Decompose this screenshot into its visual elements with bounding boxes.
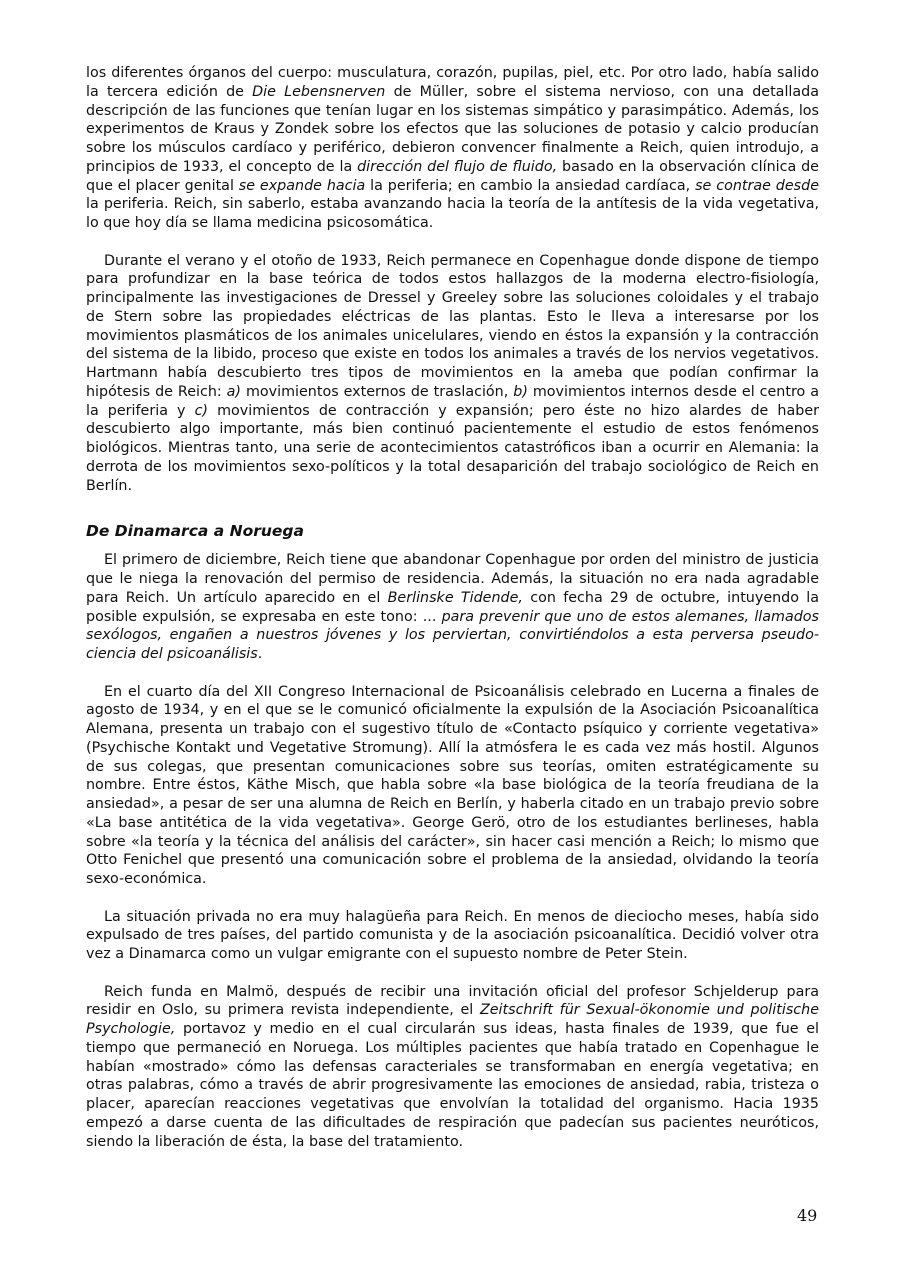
- paragraph-2: [86, 252, 819, 496]
- paragraph-3: [86, 551, 819, 664]
- text-run: basado en la observación clínica de que el placer genital: [86, 158, 819, 194]
- text-run: movimientos internos desde el centro a la periferia y: [86, 383, 819, 419]
- text-run: La situación privada no era muy halagüeña para Reich. En menos de dieciocho meses, había sido expulsado de tres países, del partido comunista y de la asociación psicoanalítica. Decidió volver otra vez a Dinamarca como un vulgar emigrante con el supuesto nombre de Peter Stein.: [86, 908, 819, 962]
- text-run: .: [257, 646, 263, 662]
- text-run: En el cuarto día del XII Congreso Internacional de Psicoanálisis celebrado en Lucerna a finales de agosto de 1934, y en el que se le comunicó oficialmente la expulsión de la Asociación Psicoanalítica Alemana, presenta un trabajo con el sugestivo título de «Contacto psíquico y corriente vegetativa» (Psychische Kontakt und Vegetative Stromung). Allí la atmósfera le es cada vez más hostil. Algunos de sus colegas, que presentan comunicaciones sobre sus teorías, omiten estratégicamente su nombre. Entre éstos, Käthe Misch, que habla sobre «la base biológica de la teoría freudiana de la ansiedad», a pesar de ser una alumna de Reich en Berlín, y haberla citado en un trabajo previo sobre «La base antitética de la vida vegetativa». George Gerö, otro de los estudiantes berlineses, habla sobre «la teoría y la técnica del análisis del carácter», sin hacer casi mención a Reich; lo mismo que Otto Fenichel que presentó una comunicación sobre el problema de la ansiedad, olvidando la teoría sexo-económica.: [86, 683, 819, 887]
- paragraph-4: [86, 683, 819, 889]
- text-run: portavoz y medio en el cual circularán sus ideas, hasta finales de 1939, que fue el tiempo que permaneció en Noruega. Los múltiples pacientes que había tratado en Copenhague le habían «mostrado» cómo las defensas caracteriales se transformaban en energía vegetativa; en otras palabras, cómo a través de abrir progresivamente las emociones de ansiedad, rabia, tristeza o placer, aparecían reacciones vegetativas que envolvían la totalidad del organismo. Hacia 1935 empezó a darse cuenta de las dificultades de respiración que padecían sus pacientes neuróticos, siendo la liberación de ésta, la base del tratamiento.: [86, 1021, 819, 1150]
- text-run: movimientos externos de traslación,: [241, 383, 514, 400]
- italic-text: se expande hacia: [238, 177, 366, 194]
- document-page: [86, 64, 819, 1170]
- text-run: los diferentes órganos del cuerpo: musculatura, corazón, pupilas, piel, etc. Por otro lado, había salido la tercera edición de: [86, 65, 819, 100]
- text-run: Reich funda en Malmö, después de recibir una invitación oficial del profesor Schjelderup para residir en Oslo, su primera revista independiente, el: [86, 983, 819, 1019]
- paragraph-5: [86, 908, 819, 964]
- text-run: El primero de diciembre, Reich tiene que abandonar Copenhague por orden del ministro de justicia que le niega la renovación del permiso de residencia. Además, la situación no era nada agradable para Reich. Un artículo aparecido en el: [86, 552, 819, 606]
- paragraph-6: [86, 983, 819, 1152]
- italic-text: c): [194, 402, 209, 419]
- section-heading: De Dinamarca a Noruega: [86, 522, 304, 541]
- italic-text: dirección del flujo de fluido,: [357, 158, 558, 175]
- italic-text: b): [513, 383, 528, 400]
- text-run: con fecha 29 de octubre, intuyendo la posible expulsión, se expresaba en este tono: ...: [86, 589, 820, 625]
- text-run: la periferia; en cambio la ansiedad cardíaca,: [365, 177, 696, 194]
- italic-text: a): [226, 383, 242, 400]
- text-run: la periferia. Reich, sin saberlo, estaba avanzando hacia la teoría de la antítesis de la vida vegetativa, lo que hoy día se llama medicina psicosomática.: [86, 196, 819, 231]
- page-number: 49: [797, 1206, 818, 1225]
- text-run: Durante el verano y el otoño de 1933, Reich permanece en Copenhague donde dispone de tiempo para profundizar en la base teórica de todos estos hallazgos de la moderna electro-fisiología, principalmente las investigaciones de Dressel y Greeley sobre las soluciones coloidales y el trabajo de Stern sobre las propiedades eléctricas de las plantas. Esto le lleva a interesarse por los movimientos plasmáticos de los animales unicelulares, viendo en éstos la expansión y la contracción del sistema de la libido, proceso que existe en todos los animales a través de los nervios vegetativos. Hartmann había descubierto tres tipos de movimientos en la ameba que podían confirmar la hipótesis de Reich:: [86, 252, 819, 400]
- italic-text: Berlinske Tidende,: [387, 589, 523, 606]
- paragraph-1: [86, 64, 819, 233]
- italic-text: para prevenir que uno de estos alemanes, llamados sexólogos, engañen a nuestros jóvenes y los perviertan, convirtiéndolos a esta perversa pseudo-ciencia del psicoanálisis: [86, 608, 819, 662]
- italic-text: se contrae desde: [695, 177, 819, 194]
- text-run: movimientos de contracción y expansión; pero éste no hizo alardes de haber descubierto algo importante, más bien continuó pacientemente el estudio de estos fenómenos biológicos. Mientras tanto, una serie de acontecimientos catastróficos iban a ocurrir en Alemania: la derrota de los movimientos sexo-políticos y la total desaparición del trabajo sociológico de Reich en Berlín.: [86, 402, 819, 494]
- italic-text: Die Lebensnerven: [252, 83, 386, 100]
- italic-text: Zeitschrift für Sexual-ökonomie und politische Psychologie,: [86, 1002, 819, 1037]
- text-run: de Müller, sobre el sistema nervioso, con una detallada descripción de las funciones que tenían lugar en los sistemas simpático y parasimpático. Además, los experimentos de Kraus y Zondek sobre los efectos que las soluciones de potasio y calcio producían sobre los músculos cardíaco y periférico, debieron convencer finalmente a Reich, quien introdujo, a principios de 1933, el concepto de la: [86, 83, 819, 175]
